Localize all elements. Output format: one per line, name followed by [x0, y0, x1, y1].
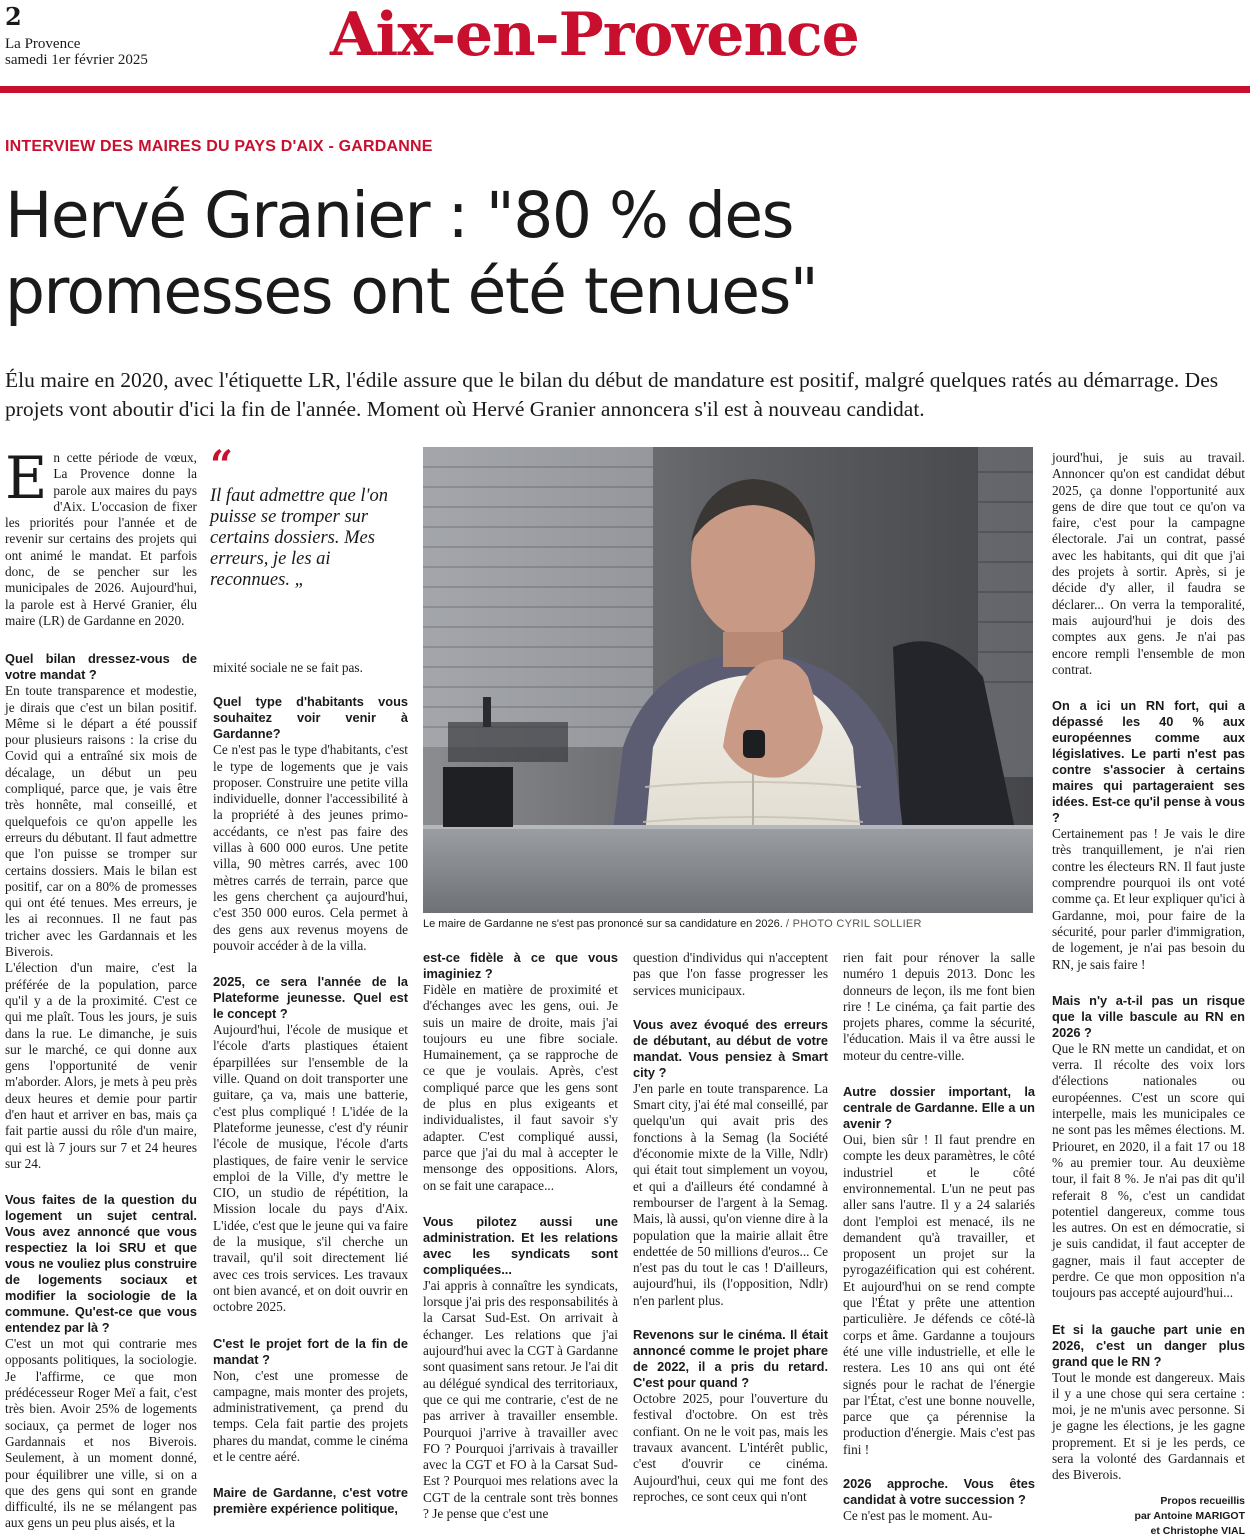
headline-line-2: promesses ont été tenues": [5, 255, 818, 328]
question: Mais n'y a-t-il pas un risque que la ville bascule au RN en 2026 ?: [1052, 992, 1245, 1040]
caption-text: Le maire de Gardanne ne s'est pas prononcé sur sa candidature en 2026.: [423, 918, 783, 930]
drop-cap: E: [5, 444, 48, 512]
answer: En toute transparence et modestie, je dirais que c'est un bilan positif. Même si le départ a été poussif pour plusieurs raisons : la crise du Covid qui a entraîné six mois de décalage, un début un peu compliqué, parce que, je vais être très honnête, mal conseillé, et quelquefois ce qu'on appelle les erreurs du débutant. Il faut admettre que l'on puisse se tromper sur certains dossiers. Mais le bilan est positif, car on a 80% de promesses qui ont été tenues. Mes erreurs, je les ai reconnues. Il ne faut pas tricher avec les Gardannais et les Biverois.: [5, 683, 197, 960]
pull-quote-text: Il faut admettre que l'on puisse se tromper sur certains dossiers. Mes erreurs, je les ai reconnues. „: [210, 486, 388, 590]
article-kicker: INTERVIEW DES MAIRES DU PAYS D'AIX - GARDANNE: [5, 138, 433, 155]
answer: J'en parle en toute transparence. La Smart city, j'ai été mal conseillé, par quelqu'un qui avait pris des fonctions à la Semag (la Société d'économie mixte de la Ville, Ndlr) qui était tout simplement un voyou, et qui a d'ailleurs été condamné à rembourser de l'argent à la Semag. Mais, là aussi, qu'on vienne dire à la population que la mairie allait être endettée de 50 millions d'euros... Ce n'est pas du tout le cas ! D'ailleurs, aujourd'hui, ils (l'opposition, Ndlr) n'en parlent plus.: [633, 1080, 828, 1308]
byline-line-3: et Christophe VIAL: [1150, 1524, 1245, 1537]
question: Autre dossier important, la centrale de Gardanne. Elle a un avenir ?: [843, 1084, 1035, 1132]
answer: C'est un mot qui contrarie mes opposants politiques, la sociologie. Je l'affirme, ce que mon prédécesseur Roger Meï a fait, c'est très bien. Avoir 25% de logements sociaux, ça permet de loger nos Gardannais et nos Biverois. Seulement, à un moment donné, pour équilibrer une ville, si on a que des gens qui sont en grande difficulté, ils ne se mélangent pas aux gens un peu plus aisés, et la: [5, 1336, 197, 1531]
article-headline: [5, 178, 1245, 330]
byline-line-2: par Antoine MARIGOT: [1134, 1509, 1245, 1522]
question: Vous pilotez aussi une administration. Et les relations avec les syndicats sont compliquées...: [423, 1213, 618, 1277]
masthead: [0, 0, 1250, 95]
mayor-portrait-image: [423, 447, 1033, 913]
question: On a ici un RN fort, qui a dépassé les 40 % aux européennes comme aux législatives. Le parti n'est pas contre s'associer à certains maires qui partageraient ses idées. Est-ce qu'il pense à vous ?: [1052, 698, 1245, 826]
answer: jourd'hui, je suis au travail. Annoncer qu'on est candidat début 2025, ça donne l'opportunité aux gens de dire que tout ce qu'on va faire, c'est pour la campagne électorale. J'ai un contrat, passé avec les habitants, qui dit que j'ai des projets à sortir. Après, si je décide d'y aller, il faudra se déclarer... On verra la temporalité, mais aujourd'hui je dois des comptes aux gens. Je n'ai pas encore rempli l'ensemble de mon contrat.: [1052, 450, 1245, 677]
question: Maire de Gardanne, c'est votre première expérience politique,: [213, 1485, 408, 1517]
question: est-ce fidèle à ce que vous imaginiez ?: [423, 950, 618, 981]
question: C'est le projet fort de la fin de mandat ?: [213, 1335, 408, 1367]
article-photo: [423, 447, 1033, 913]
answer: Certainement pas ! Je vais le dire très tranquillement, je n'ai rien contre les électeurs RN. Il faut juste comprendre pourquoi ils ont voté comme ça. Et leur expliquer qu'ici à Gardanne, moi, pour faire de la sécurité, pour parler d'immigration, de logement, je n'ai pas besoin du RN, je sais faire !: [1052, 826, 1245, 972]
page-number: 2: [5, 2, 22, 31]
answer: rien fait pour rénover la salle numéro 1 depuis 2013. Donc les donneurs de leçon, ils me font bien rire ! Le cinéma, ça fait partie des projets phares, comme la sécurité, l'éducation. Mais il va être aussi le moteur du centre-ville.: [843, 950, 1035, 1063]
photo-caption: [423, 918, 1043, 930]
answer: Ce n'est pas le moment. Au-: [843, 1508, 993, 1524]
column-1: [5, 444, 197, 1531]
question: Vous faites de la question du logement un sujet central. Vous avez annoncé que vous respectiez la loi SRU et que vous ne vouliez plus construire de logements sociaux et modifier la sociologie de la commune. Qu'est-ce que vous entendez par là ?: [5, 1192, 197, 1336]
headline-line-1: Hervé Granier : "80 % des: [5, 179, 793, 252]
byline-line-1: Propos recueillis: [1160, 1494, 1245, 1507]
question: Quel bilan dressez-vous de votre mandat ?: [5, 651, 197, 683]
answer: Non, c'est une promesse de campagne, mais monter des projets, administrativement, ça prend du temps. Cela fait partie des projets phares du mandat, comme le cinéma et le centre aéré.: [213, 1367, 408, 1464]
issue-date: samedi 1er février 2025: [5, 52, 148, 68]
photo-credit: / PHOTO CYRIL SOLLIER: [785, 918, 922, 930]
column-6: [1052, 450, 1245, 1537]
section-rule: [0, 86, 1250, 93]
answer: mixité sociale ne se fait pas.: [213, 660, 363, 675]
section-title: Aix-en-Provence: [330, 0, 859, 70]
answer: Oui, bien sûr ! Il faut prendre en compte les deux paramètres, le côté industriel et le côté environnemental. L'un ne peut pas aller sans l'autre. Il y a 24 salariés dont l'emploi est menacé, ils ne demandent qu'à travailler, et proposent un projet sur la pyrogazéification qui est cohérent. Et aujourd'hui on se rend compte que l'État y prête une attention particulière. Je défends ce côté-là corps et âme. Gardanne a toujours été une ville industrielle, et elle le restera. Les 10 ans qui ont été signés pour le rachat de l'énergie par l'État, c'est une bonne nouvelle, parce que ça pérennise la production d'énergie. Mais c'est pas fini !: [843, 1132, 1035, 1457]
quote-mark-icon: “: [210, 442, 234, 489]
pull-quote: [210, 442, 410, 591]
answer: Ce n'est pas le type d'habitants, c'est le type de logements que je vais proposer. Construire une petite villa individuelle, donner l'accessibilité à la propriété à des jeunes primo-accédants, ce n'est pas faire des villas à 600 000 euros. Une petite villa, 90 mètres carrés, avec 100 mètres carrés de terrain, parce que les gens cherchent ça aujourd'hui, c'est 350 000 euros. Cela permet à des gens aux revenus moyens de pouvoir accéder à de la villa.: [213, 742, 408, 953]
column-3: [423, 950, 618, 1522]
question: Vous avez évoqué des erreurs de débutant, au début de votre mandat. Vous pensiez à Smart city ?: [633, 1016, 828, 1080]
answer: Tout le monde est dangereux. Mais il y a une chose qui sera certaine : moi, je ne m'unis avec personne. Si je gagne les élections, je les gagne proprement. Et si je les perds, ce sera la volonté des Gardannais et des Biverois.: [1052, 1369, 1245, 1483]
question: Et si la gauche part unie en 2026, c'est un danger plus grand que le RN ?: [1052, 1321, 1245, 1369]
answer: L'élection d'un maire, c'est la préférée de la population, parce qu'il y a de la proximité. C'est ce qui me plaît. Tous les jours, je suis dans la rue. Le dimanche, je suis sur le marché, ce qui donne aux gens l'opportunité de venir m'aborder. Alors, je mets à peu près deux heures et demie pour partir d'en haut et arriver en bas, mais ça fait partie aussi du rôle d'un maire, qui est là 7 jours sur 7 et 24 heures sur 24.: [5, 960, 197, 1171]
question: Revenons sur le cinéma. Il était annoncé comme le projet phare de 2022, il a pris du retard. C'est pour quand ?: [633, 1327, 828, 1391]
column-5: [843, 950, 1035, 1524]
question: 2025, ce sera l'année de la Plateforme jeunesse. Quel est le concept ?: [213, 974, 408, 1022]
column-2: [213, 660, 408, 1515]
answer: J'ai appris à connaître les syndicats, lorsque j'ai pris des responsabilités à la Carsat Sud-Est. On arrivait à échanger. Les relations que j'ai aujourd'hui avec la CGT à Gardanne sont quasiment sans retour. Je l'ai dit au délégué syndical des territoriaux, que ce qui me contrarie, c'est de ne pas arriver à travailler ensemble. Pourquoi j'arrive à travailler avec FO ? Pourquoi j'arrivais à travailler avec la CGT et FO à la Carsat Sud-Est ? Pourquoi mes relations avec la CGT de la centrale sont très bonnes ? Je pense que c'est une: [423, 1277, 618, 1522]
answer: Octobre 2025, pour l'ouverture du festival d'octobre. On est très confiant. On ne le voit pas, mais les travaux avancent. L'intérêt public, c'est d'ouvrir ce cinéma. Aujourd'hui, ceux qui me font des reproches, ce sont ceux qui n'ont: [633, 1391, 828, 1504]
intro-paragraph: En cette période de vœux, La Provence donne la parole aux maires du pays d'Aix. L'occasion de fixer les priorités pour l'année et de revenir sur certains des projets qui ont animé le mandat. Et parfois donc, de se pencher sur les municipales de 2026. Aujourd'hui, la parole est à Hervé Granier, élu maire (LR) de Gardanne en 2020.: [5, 444, 197, 628]
article-lead: Élu maire en 2020, avec l'étiquette LR, l'édile assure que le bilan du début de mandature est positif, malgré quelques ratés au démarrage. Des projets vont aboutir d'ici la fin de l'année. Moment où Hervé Granier annoncera s'il est à nouveau candidat.: [5, 368, 1219, 421]
byline: [1052, 1494, 1245, 1539]
question: 2026 approche. Vous êtes candidat à votre succession ?: [843, 1476, 1035, 1508]
question: Quel type d'habitants vous souhaitez voir venir à Gardanne?: [213, 694, 408, 742]
answer: Aujourd'hui, l'école de musique et l'école d'arts plastiques étaient éparpillées sur l'ensemble de la ville. Quand on doit transporter une guitare, ça va, mais une batterie, c'est plus compliqué ! L'idée de la Plateforme jeunesse, c'est d'y réunir l'école de musique, l'école d'arts plastiques, de faire venir le service emploi de la Ville, d'y mettre le CIO, un studio de répétition, la Mission locale du pays d'Aix. L'idée, c'est que le jeune qui va faire de la musique, s'il cherche un travail, qu'il soit directement lié avec ces trois services. Les travaux ont bien avancé, et on doit ouvrir en octobre 2025.: [213, 1022, 408, 1315]
answer: Que le RN mette un candidat, et on verra. Il récolte des voix lors d'élections nationales ou européennes. C'est un score qui interpelle, mais les municipales ce ne sont pas les mêmes élections. M. Priouret, en 2020, il a fait 17 ou 18 % au premier tour. Au deuxième tour, il fait 8 %. Je n'ai pas dit qu'il referait 8 %, c'est un candidat potentiel dangereux, comme tous les autres. On est en démocratie, si je suis candidat, il faut accepter de gagner, mais il faut accepter de perdre. Ce que mon opposition n'a toujours pas accepté aujourd'hui...: [1052, 1040, 1245, 1301]
answer: question d'individus qui n'acceptent pas que l'on fasse progresser les services municipaux.: [633, 950, 828, 998]
column-4: [633, 950, 828, 1515]
answer: Fidèle en matière de proximité et d'échanges avec les gens, oui. Je suis un maire de droite, mais j'ai toujours eu une fibre sociale. Humainement, ça se rapproche de ce que je voulais. Après, c'est compliqué parce que les gens sont de plus en plus exigeants et individualistes, il faut savoir s'y adapter. C'est compliqué aussi, parce que j'ai du mal à accepter le mensonge des oppositions. Alors, on se fait une carapace...: [423, 982, 618, 1193]
newspaper-name: La Provence: [5, 36, 81, 52]
